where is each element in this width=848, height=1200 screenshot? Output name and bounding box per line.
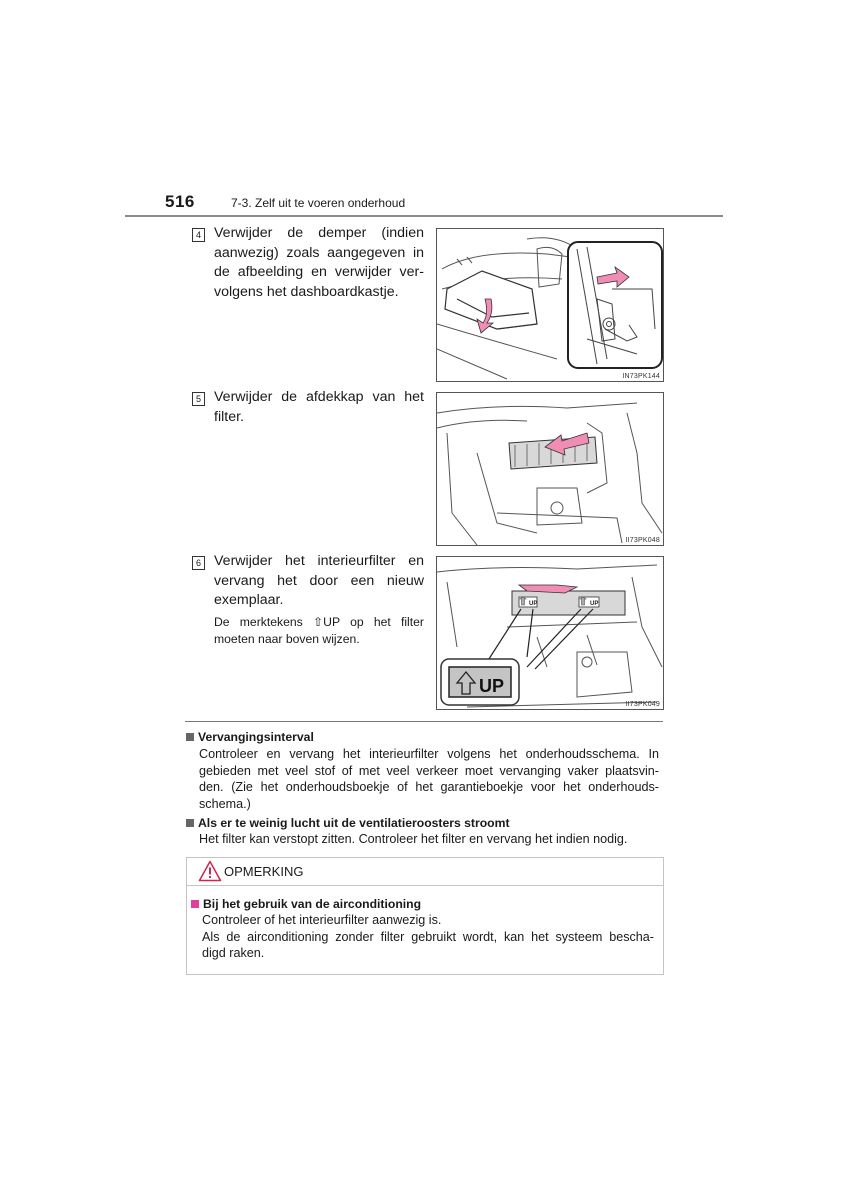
section-title: 7-3. Zelf uit te voeren onderhoud: [231, 196, 406, 210]
step-5-text: [214, 388, 424, 427]
notice-box: [186, 857, 664, 975]
step-5-line: Verwijder de afdekkap van het: [214, 389, 424, 405]
up-mark-large: UP: [479, 676, 505, 696]
step-4-line: Verwijder de demper (indien: [214, 225, 424, 241]
glovebox-illustration: [437, 229, 663, 381]
info-line: gebieden met veel stof of met veel verkeer moet vervanging vaker plaatsvin-: [199, 763, 659, 778]
notice-title-text: Bij het gebruik van de airconditioning: [203, 897, 422, 911]
figure-filter-replace: [436, 556, 664, 710]
header-rule: [125, 215, 723, 217]
step-4-text: [214, 224, 424, 302]
notice-title: [191, 895, 421, 913]
info-body-airflow: [199, 831, 664, 848]
step-5-line: filter.: [214, 408, 244, 425]
figure-code: II73PK048: [625, 537, 660, 544]
info-line: Het filter kan verstopt zitten. Controleer het filter en vervang het indien nodig.: [199, 832, 628, 846]
up-mark-small: UP: [590, 601, 599, 607]
figure-filter-cover: [436, 392, 664, 546]
up-mark-small: UP: [529, 601, 538, 607]
step-6-note: [214, 614, 424, 648]
notice-header-label: OPMERKING: [224, 864, 304, 879]
step-6-text: [214, 552, 424, 611]
info-title-interval: [186, 728, 314, 746]
step-4-line: volgens het dashboardkastje.: [214, 283, 399, 300]
step-number-4: 4: [192, 228, 205, 242]
step-number-5: 5: [192, 392, 205, 406]
info-body-interval: [199, 746, 659, 812]
section-separator: [185, 721, 663, 722]
step-6-note-line: moeten naar boven wijzen.: [214, 632, 360, 646]
filter-cover-illustration: [437, 393, 663, 545]
square-bullet-icon: [186, 733, 194, 741]
step-6-line: exemplaar.: [214, 592, 284, 608]
figure-glovebox-removal: [436, 228, 664, 382]
warning-triangle-icon: [198, 860, 222, 882]
step-4-line: de afbeelding en verwijder ver-: [214, 264, 424, 280]
filter-replace-illustration: [437, 557, 663, 709]
figure-code: II73PK049: [625, 701, 660, 708]
notice-line: Als de airconditioning zonder filter gebruikt wordt, kan het systeem bescha-: [202, 929, 654, 944]
info-line: den. (Zie het onderhoudsboekje of het garantieboekje voor het onderhouds-: [199, 780, 659, 794]
detail-inset: [568, 242, 662, 368]
notice-body: [202, 912, 654, 962]
step-6-line: Verwijder het interieurfilter en: [214, 553, 424, 569]
info-title-airflow: [186, 814, 510, 832]
info-line: Controleer en vervang het interieurfilter volgens het onderhoudsschema. In: [199, 747, 659, 761]
step-6-note-line: De merktekens ⇧UP op het filter: [214, 615, 424, 629]
page-number: 516: [165, 192, 195, 211]
notice-header: [187, 858, 663, 886]
square-bullet-icon: [191, 900, 199, 908]
up-mark-callout: [441, 659, 519, 705]
step-6-line: vervang het door een nieuw: [214, 572, 424, 589]
notice-line: digd raken.: [202, 946, 265, 960]
step-number-6: 6: [192, 556, 205, 570]
info-line: schema.): [199, 796, 251, 811]
step-4-line: aanwezig) zoals aangegeven in: [214, 244, 424, 261]
info-title-text: Als er te weinig lucht uit de ventilatieroosters stroomt: [198, 816, 510, 830]
info-title-text: Vervangingsinterval: [198, 730, 314, 744]
square-bullet-icon: [186, 819, 194, 827]
notice-line: Controleer of het interieurfilter aanwezig is.: [202, 913, 442, 927]
figure-code: IN73PK144: [622, 373, 660, 380]
